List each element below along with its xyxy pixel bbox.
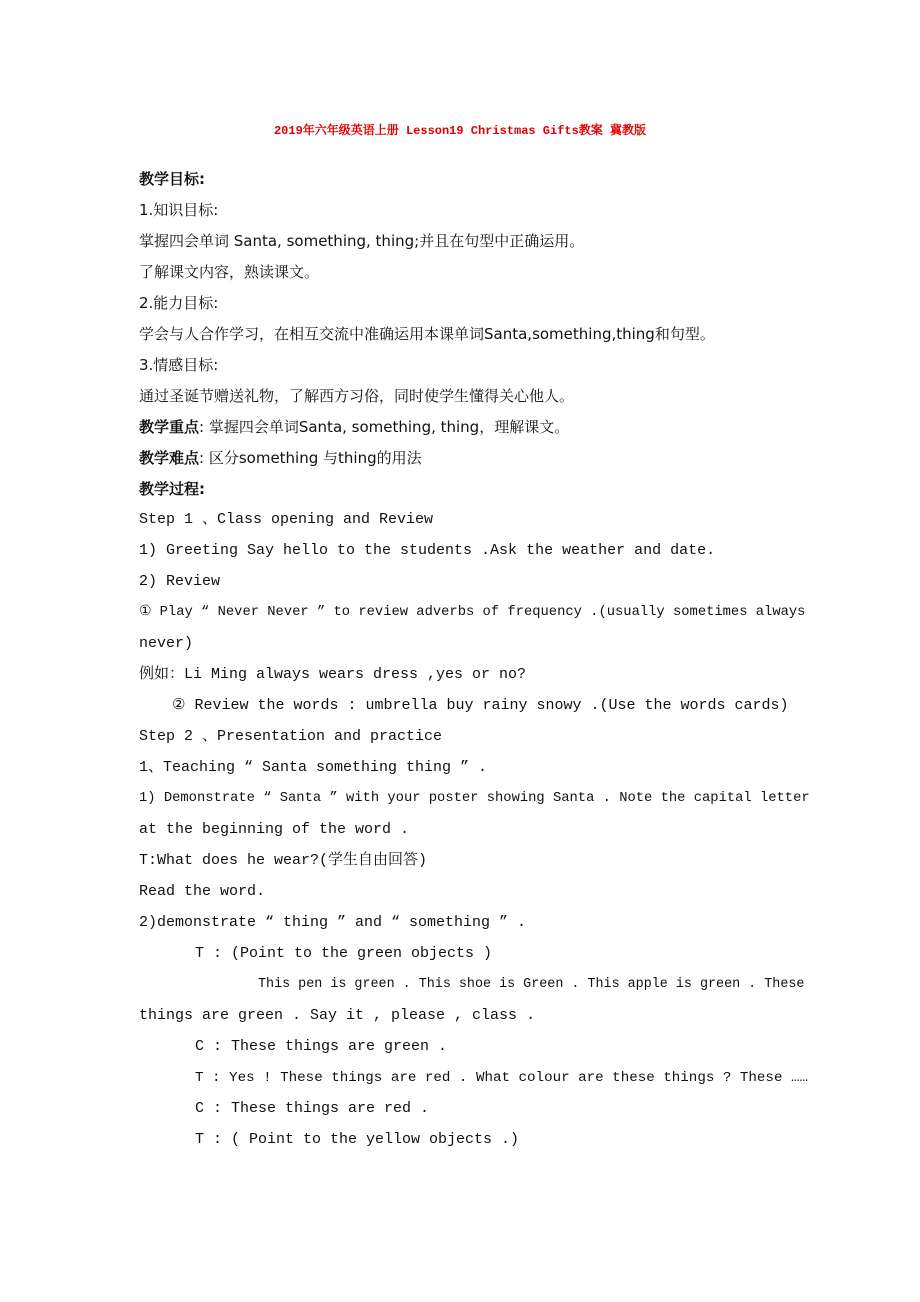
emotion-line-1: 通过圣诞节赠送礼物，了解西方习俗，同时使学生懂得关心他人。 [139, 387, 575, 405]
body-line: things are green . Say it , please , class . [139, 1007, 536, 1024]
body-line: C : These things are green . [195, 1038, 448, 1055]
body-line: Read the word. [139, 883, 266, 900]
knowledge-heading: 1.知识目标: [139, 201, 219, 219]
process-heading: 教学过程: [139, 480, 205, 498]
knowledge-line-1: 掌握四会单词 Santa, something, thing;并且在句型中正确运用。 [139, 232, 585, 250]
body-line: T : Yes ! These things are red . What colour are these things ? These …… [195, 1070, 808, 1086]
body-line: 1) Greeting Say hello to the students .Ask the weather and date. [139, 542, 716, 559]
body-line: at the beginning of the word . [139, 821, 410, 838]
body-line: T:What does he wear?(学生自由回答) [139, 852, 428, 869]
body-line: never) [139, 635, 194, 652]
body-line: 例如：Li Ming always wears dress ,yes or no? [139, 666, 527, 683]
body-line: 2) Review [139, 573, 221, 590]
body-line: This pen is green . This shoe is Green . This apple is green . These [258, 977, 805, 992]
body-line: 2)demonstrate “ thing ” and “ something ” . [139, 914, 527, 931]
body-line: T : (Point to the green objects ) [195, 945, 493, 962]
body-line: Step 2 、Presentation and practice [139, 728, 443, 745]
ability-line-1: 学会与人合作学习，在相互交流中准确运用本课单词Santa,something,thing和句型。 [139, 325, 715, 343]
key-points-line [139, 417, 569, 437]
body-line: Step 1 、Class opening and Review [139, 511, 434, 528]
body-line: C : These things are red . [195, 1100, 430, 1117]
key-points-text: : 掌握四会单词Santa, something, thing，理解课文。 [199, 418, 570, 436]
emotion-heading: 3.情感目标: [139, 356, 219, 374]
body-line: T : ( Point to the yellow objects .) [195, 1131, 520, 1148]
knowledge-line-2: 了解课文内容，熟读课文。 [139, 263, 320, 281]
difficult-points-label: 教学难点 [139, 449, 200, 467]
body-line: ① Play “ Never Never ” to review adverbs of frequency .(usually sometimes always [139, 605, 806, 620]
body-line: 1) Demonstrate “ Santa ” with your poster showing Santa . Note the capital letter [139, 791, 810, 806]
difficult-points-line [139, 448, 422, 468]
body-line: ② Review the words : umbrella buy rainy snowy .(Use the words cards) [172, 697, 789, 714]
objectives-heading: 教学目标: [139, 170, 205, 188]
body-line: 1、Teaching “ Santa something thing ” . [139, 759, 488, 776]
document-title: 2019年六年级英语上册 Lesson19 Christmas Gifts教案 冀教版 [273, 124, 647, 138]
ability-heading: 2.能力目标: [139, 294, 219, 312]
key-points-label: 教学重点 [139, 418, 200, 436]
difficult-points-text: : 区分something 与thing的用法 [199, 449, 422, 467]
